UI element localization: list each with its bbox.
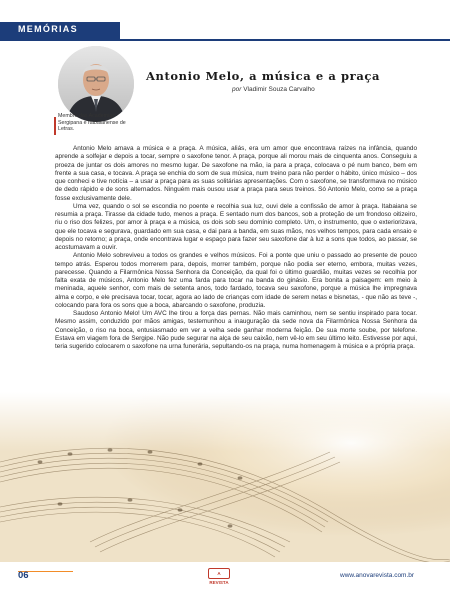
- article-body: [55, 145, 417, 351]
- byline-prefix: por: [232, 86, 242, 93]
- article-byline: [232, 86, 315, 93]
- photo-caption: Membro das Academias Sergipana e Itabaianense de Letras.: [58, 113, 126, 132]
- author-name: Vladimir Souza Carvalho: [243, 86, 315, 93]
- caption-accent-bar: [54, 117, 56, 135]
- section-label: MEMÓRIAS: [18, 24, 78, 34]
- page-number: 06: [18, 570, 29, 581]
- sheet-music-background: [0, 392, 450, 562]
- author-portrait-image: [58, 46, 134, 122]
- website-link[interactable]: www.anovarevista.com.br: [340, 572, 415, 579]
- paragraph: Antonio Melo sobreviveu a todos os grandes e velhos músicos. Foi a ponte que uniu o passado ao presente de pouco tempo atrás. Esperou todos morrerem para, depois, morrer também, porque não podia ser eterno, embora, muitas vezes, parecesse. Quando a Filarmônica Nossa Senhora da Conceição, da qual foi o último guardião, muitas vezes se recolhia por falta exata de músicos, Antonio Melo fez uma farda para tocar na banda do ginásio. Era bonita a paisagem: em meio à meninada, aquele senhor, com mais de setenta anos, todo fardado, tocava seu saxofone, porque a música lhe impregnava alma e corpo, e ele precisava tocar, tocar, agora ao lado de crianças com idade de serem netas e bisnetas, - que não as teve -, colocando para fora os sons que a boca, abarcando o saxofone, produzia.: [55, 252, 417, 309]
- paragraph: Saudoso Antonio Melo! Um AVC lhe tirou a força das pernas. Não mais caminhou, nem se sentiu inspirado para tocar. Mesmo assim, conduzido por mãos amigas, testemunhou a inauguração da sede nova da Filarmônica Nossa Senhora da Conceição, o riso na boca, entusiasmado em ver a velha sede ganhar moderna feição. De sua morte soube, por telefone. Estava em viagem fora de Sergipe. Não pude segurar na alça de seu caixão, nem vê-lo em seu último leito. Estivesse por aqui, teria sugerido colocarem o saxofone na urna funerária, sepultando-os na praça, numa homenagem à música e a própria praça.: [55, 310, 417, 350]
- author-photo: [58, 46, 134, 122]
- header-rule: [0, 39, 450, 41]
- paragraph: Antonio Melo amava a música e a praça. A música, aliás, era um amor que encontrava raízes na infância, quando aprende a solfejar e depois a tocar, sempre o saxofone tenor. A praça, porque ali morou mais de cinquenta anos. Conseguiu a proeza de juntar os dois amores no mesmo lugar. De saxofone na mão, ia para a praça, colocava o pé num banco, bem em frente a sua casa, e tocava. A praça se enchia do som de sua música, num treino para não perder o hábito, único músico – dos que conheci e tive notícia – a usar a praça para as suas solitárias apresentações. Com o saxofone, se transformava no músico de dedo rápido e de sons alternados. Ninguém mais ousou usar a praça para seus treinos. Só Antonio Melo, como se a praça fosse exclusivamente dele.: [55, 145, 417, 202]
- paragraph: Uma vez, quando o sol se escondia no poente e recolhia sua luz, ouvi dele a confissão de amor à praça. Itabaiana se resumia a praça. Tirasse da cidade tudo, menos a praça. E sentado num dos bancos, sob a proteção de um frondoso oitizeiro, riu o riso dos felizes, por amor à praça e a música, os dois sob seu domínio completo. Um, o instrumento, que o exteriorizava, que ele tocava e segurava, guardado em sua casa, e dai para a banda, em suas mãos, nos velhos tempos, para cada ensaio e depois no retorno; a praça, onde encontrava lugar e espaço para fazer seu saxofone dar à luz a sons que todos, ao passar, se acostumavam a ouvir.: [55, 202, 417, 251]
- magazine-logo: A REVISTA: [208, 568, 230, 579]
- article-title: Antonio Melo, a música e a praça: [146, 69, 381, 83]
